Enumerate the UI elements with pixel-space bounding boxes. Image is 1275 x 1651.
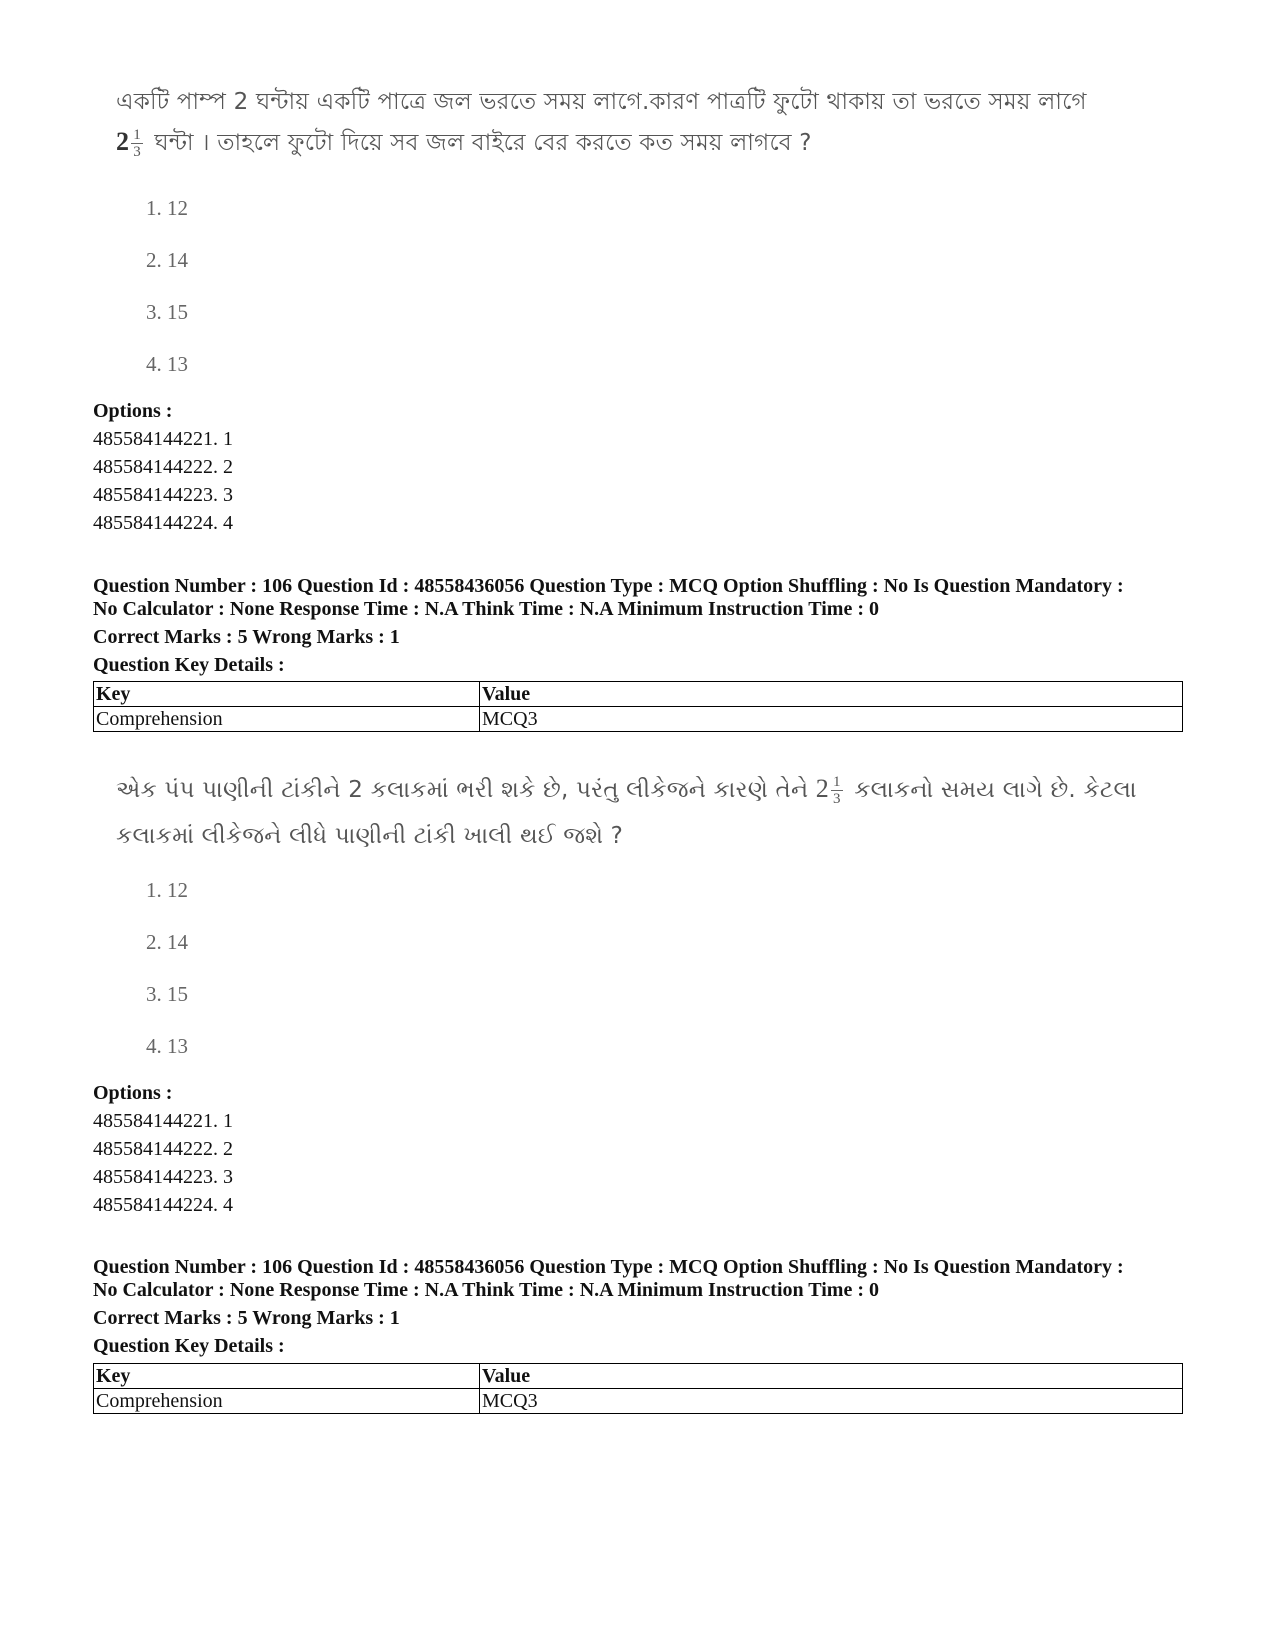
table-header-value: Value — [480, 682, 1183, 707]
mixed-number-whole: 2 — [116, 127, 130, 156]
fraction-numerator: 1 — [133, 127, 141, 143]
question-2-line-2: કલાકમાં લીકેજને લીધે પાણીની ટાંકી ખાલી થઈ જશે ? — [116, 823, 624, 849]
choice-item: 3. 15 — [146, 300, 188, 324]
question-2-line-1-text-a: એક પંપ પાણીની ટાંકીને 2 કલાકમાં ભરી શકે છે, પરંતુ લીકેજને કારણે તેને — [116, 777, 809, 803]
fraction — [831, 774, 843, 807]
table-row — [94, 707, 1183, 732]
key-details-table — [93, 1363, 1183, 1414]
key-details-label: Question Key Details : — [93, 1335, 285, 1357]
key-details-label: Question Key Details : — [93, 654, 285, 676]
question-2-line-1-text-b: કલાકનો સમય લાગે છે. કેટલા — [854, 777, 1137, 803]
question-meta-line-2: No Calculator : None Response Time : N.A Think Time : N.A Minimum Instruction Time : 0 — [93, 1279, 879, 1301]
option-id-line: 485584144224. 4 — [93, 512, 233, 534]
question-1-line-2 — [116, 122, 1166, 163]
option-id-line: 485584144221. 1 — [93, 1110, 233, 1132]
question-meta — [93, 1256, 1183, 1302]
table-header-row — [94, 1364, 1183, 1389]
question-2-text — [116, 766, 1166, 859]
table-cell-key: Comprehension — [94, 1389, 480, 1414]
question-meta-line-2: No Calculator : None Response Time : N.A Think Time : N.A Minimum Instruction Time : 0 — [93, 598, 879, 620]
key-details-table — [93, 681, 1183, 732]
options-label: Options : — [93, 1082, 173, 1104]
table-cell-value: MCQ3 — [480, 1389, 1183, 1414]
marks-info: Correct Marks : 5 Wrong Marks : 1 — [93, 626, 400, 648]
marks-info: Correct Marks : 5 Wrong Marks : 1 — [93, 1307, 400, 1329]
fraction-denominator: 3 — [833, 791, 841, 807]
fraction — [131, 127, 143, 160]
question-meta-line-1: Question Number : 106 Question Id : 48558436056 Question Type : MCQ Option Shuffling : No Is Question Mandatory : — [93, 575, 1124, 597]
choice-item: 1. 12 — [146, 196, 188, 220]
table-header-key: Key — [94, 1364, 480, 1389]
question-1-text — [116, 82, 1166, 163]
choice-item: 3. 15 — [146, 982, 188, 1006]
option-id-line: 485584144222. 2 — [93, 456, 233, 478]
fraction-numerator: 1 — [833, 774, 841, 790]
mixed-number-whole: 2 — [815, 774, 829, 803]
choice-item: 4. 13 — [146, 1034, 188, 1058]
table-row — [94, 1389, 1183, 1414]
option-id-line: 485584144221. 1 — [93, 428, 233, 450]
option-id-line: 485584144223. 3 — [93, 1166, 233, 1188]
table-header-row — [94, 682, 1183, 707]
choice-item: 1. 12 — [146, 878, 188, 902]
table-cell-key: Comprehension — [94, 707, 480, 732]
options-label: Options : — [93, 400, 173, 422]
option-id-line: 485584144222. 2 — [93, 1138, 233, 1160]
option-id-line: 485584144223. 3 — [93, 484, 233, 506]
question-1-line-2-text: ঘন্টা । তাহলে ফুটো দিয়ে সব জল বাইরে বের করতে কত সময় লাগবে ? — [154, 130, 812, 156]
table-header-key: Key — [94, 682, 480, 707]
question-meta-line-1: Question Number : 106 Question Id : 48558436056 Question Type : MCQ Option Shuffling : No Is Question Mandatory : — [93, 1256, 1124, 1278]
choice-item: 2. 14 — [146, 248, 188, 272]
table-header-value: Value — [480, 1364, 1183, 1389]
choice-item: 4. 13 — [146, 352, 188, 376]
choice-item: 2. 14 — [146, 930, 188, 954]
question-meta — [93, 575, 1183, 621]
table-cell-value: MCQ3 — [480, 707, 1183, 732]
question-2-line-1 — [116, 766, 1166, 813]
option-id-line: 485584144224. 4 — [93, 1194, 233, 1216]
fraction-denominator: 3 — [133, 144, 141, 160]
question-1-line-1: একটি পাম্প 2 ঘন্টায় একটি পাত্রে জল ভরতে সময় লাগে.কারণ পাত্রটি ফুটো থাকায় তা ভরতে সময় লাগে — [116, 89, 1087, 115]
